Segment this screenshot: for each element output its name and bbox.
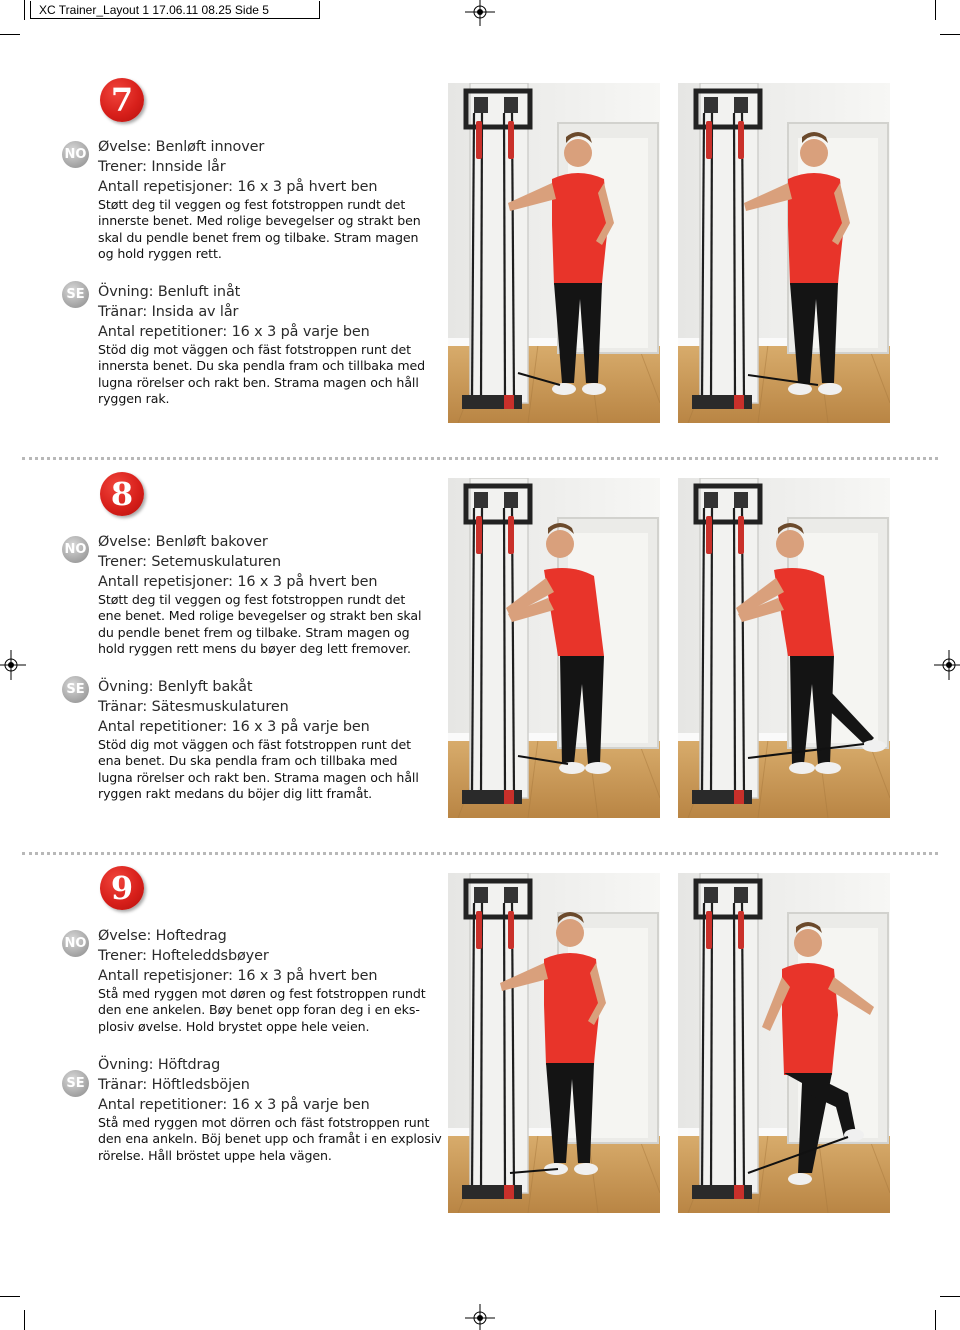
body-line: og hold ryggen rett. <box>98 245 222 261</box>
text-block-no <box>98 533 438 657</box>
exercise-trainer: Trener: Hofteleddsbøyer <box>98 947 269 964</box>
body-line: rörelse. Håll bröstet uppe hela vägen. <box>98 1147 332 1163</box>
body-line: lugna rörelser och rakt ben. Strama magen och håll <box>98 769 419 785</box>
body-line: du pendle benet frem og tilbake. Stram magen og <box>98 624 410 640</box>
body-line: Stöd dig mot väggen och fäst fotstroppen runt det <box>98 737 411 753</box>
exercise-number-badge: 7 <box>100 78 144 122</box>
body-line: Stå med ryggen mot døren og fest fotstroppen rundt <box>98 986 426 1002</box>
crop-mark <box>24 1310 25 1330</box>
body-line: innersta benet. Du ska pendla fram och tillbaka med <box>98 358 426 374</box>
exercise-title: Øvelse: Hoftedrag <box>98 928 227 944</box>
text-block-no <box>98 927 438 1035</box>
exercise-reps: Antall repetisjoner: 16 x 3 på hvert ben <box>98 967 378 984</box>
registration-mark-icon <box>465 1300 495 1330</box>
exercise-photo <box>448 83 660 423</box>
body-line: ena benet. Du ska pendla fram och tillbaka med <box>98 753 398 769</box>
exercise-photo <box>678 478 890 818</box>
exercise-photo <box>678 873 890 1213</box>
exercise-photo <box>678 83 890 423</box>
body-line: Stöd dig mot väggen och fäst fotstroppen runt det <box>98 342 411 358</box>
crop-mark <box>940 34 960 35</box>
exercise-number-badge: 8 <box>100 472 144 516</box>
registration-mark-icon <box>465 0 495 30</box>
exercise-trainer: Trener: Innside lår <box>98 158 226 175</box>
lang-badge-se: SE <box>62 676 89 703</box>
crop-mark <box>940 1296 960 1297</box>
crop-mark <box>935 1310 936 1330</box>
exercise-title: Øvelse: Benløft bakover <box>98 534 268 550</box>
body-line: den ene ankelen. Bøy benet opp foran deg i en eks- <box>98 1002 420 1018</box>
body-line: ryggen rak. <box>98 390 170 406</box>
registration-mark-icon <box>0 650 30 680</box>
lang-badge-se: SE <box>62 281 89 308</box>
body-line: plosiv øvelse. Hold brystet oppe hele veien. <box>98 1018 370 1034</box>
exercise-photo <box>448 478 660 818</box>
exercise-photo <box>448 873 660 1213</box>
exercise-reps: Antal repetitioner: 16 x 3 på varje ben <box>98 323 370 340</box>
exercise-reps: Antal repetitioner: 16 x 3 på varje ben <box>98 718 370 735</box>
lang-badge-se: SE <box>62 1070 89 1097</box>
section-divider <box>22 457 938 460</box>
crop-mark <box>935 0 936 20</box>
body-line: hold ryggen rett mens du bøyer deg lett fremover. <box>98 640 411 656</box>
exercise-trainer: Trener: Setemuskulaturen <box>98 553 282 570</box>
body-line: ryggen rakt medans du böjer dig litt framåt. <box>98 785 373 801</box>
exercise-title: Øvelse: Benløft innover <box>98 139 265 155</box>
crop-mark <box>0 34 20 35</box>
body-line: Stå med ryggen mot dörren och fäst fotstroppen runt <box>98 1115 430 1131</box>
exercise-title: Övning: Benluft inåt <box>98 284 241 300</box>
exercise-reps: Antall repetisjoner: 16 x 3 på hvert ben <box>98 178 378 195</box>
exercise-title: Övning: Benlyft bakåt <box>98 679 253 695</box>
text-block-se <box>98 283 438 407</box>
lang-badge-no: NO <box>62 536 89 563</box>
body-line: innerste benet. Med rolige bevegelser og strakt ben <box>98 213 421 229</box>
crop-mark <box>0 1296 20 1297</box>
lang-badge-no: NO <box>62 930 89 957</box>
exercise-trainer: Tränar: Insida av lår <box>98 303 239 320</box>
exercise-reps: Antal repetitioner: 16 x 3 på varje ben <box>98 1096 370 1113</box>
exercise-number-badge: 9 <box>100 866 144 910</box>
exercise-title: Övning: Höftdrag <box>98 1057 221 1073</box>
text-block-se <box>98 678 438 802</box>
exercise-trainer: Tränar: Sätesmuskulaturen <box>98 698 289 715</box>
body-line: ene benet. Med rolige bevegelser og strakt ben skal <box>98 608 422 624</box>
text-block-se <box>98 1056 442 1164</box>
body-line: lugna rörelser och rakt ben. Strama magen och håll <box>98 374 419 390</box>
section-divider <box>22 852 938 855</box>
body-line: skal du pendle benet frem og tilbake. Stram magen <box>98 229 419 245</box>
exercise-trainer: Tränar: Höftledsböjen <box>98 1076 250 1093</box>
exercise-reps: Antall repetisjoner: 16 x 3 på hvert ben <box>98 573 378 590</box>
print-slug: XC Trainer_Layout 1 17.06.11 08.25 Side 5 <box>30 1 320 19</box>
text-block-no <box>98 138 438 262</box>
body-line: den ena ankeln. Böj benet upp och framåt i en explosiv <box>98 1131 442 1147</box>
lang-badge-no: NO <box>62 141 89 168</box>
body-line: Støtt deg til veggen og fest fotstroppen rundt det <box>98 197 406 213</box>
crop-mark <box>24 0 25 20</box>
body-line: Støtt deg til veggen og fest fotstroppen rundt det <box>98 592 406 608</box>
registration-mark-icon <box>930 650 960 680</box>
